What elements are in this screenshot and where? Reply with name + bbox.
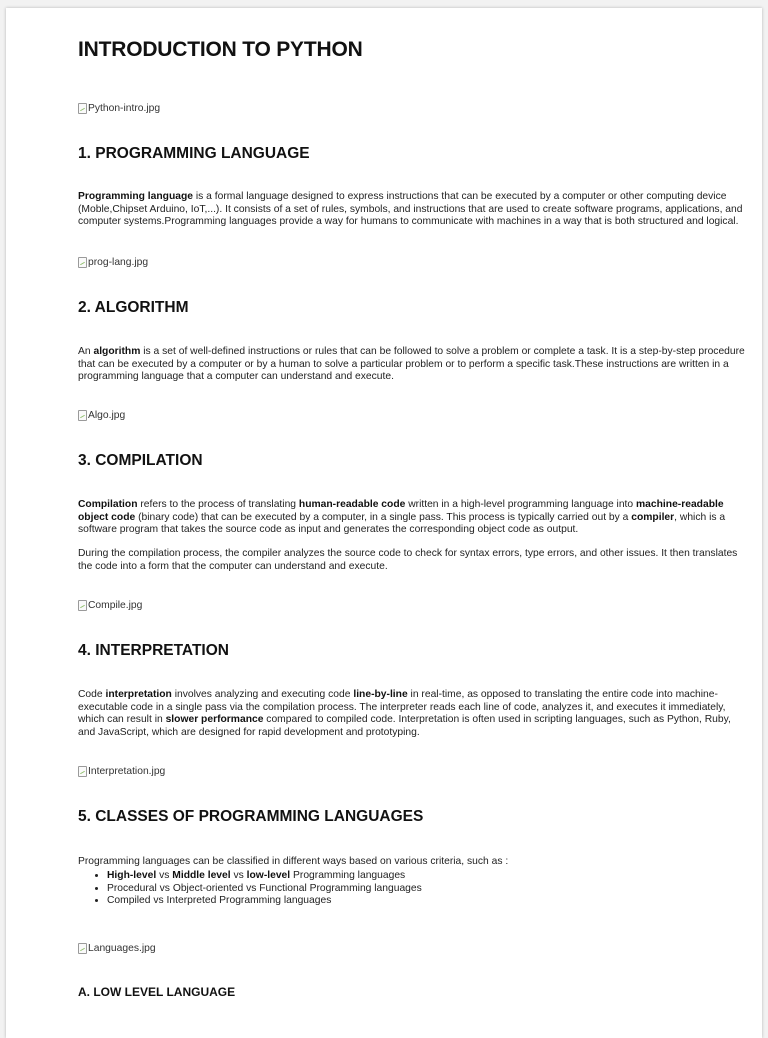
section-heading-compilation: 3. COMPILATION: [78, 452, 203, 469]
bold-term: algorithm: [93, 346, 141, 357]
page-title: INTRODUCTION TO PYTHON: [78, 38, 363, 61]
list-text: Programming languages: [290, 870, 406, 881]
classification-list: [78, 870, 422, 908]
bold-term: Compilation: [78, 499, 138, 510]
image-python-intro: [78, 103, 160, 114]
broken-image-icon: [78, 766, 87, 777]
image-compile: [78, 600, 142, 611]
paragraph-text: involves analyzing and executing code: [171, 689, 354, 700]
bold-term: human-readable code: [298, 499, 406, 510]
paragraph-programming-language: [78, 191, 750, 229]
bold-term: slower performance: [165, 714, 264, 726]
broken-image-icon: [78, 600, 87, 611]
paragraph-text: compared to compiled code. Interpretation is often used in scripting languages, such as Python, Ruby, and JavaScript, which are designed for rapid development and prototyping.: [78, 714, 731, 739]
image-alt-text: prog-lang.jpg: [88, 257, 149, 268]
broken-image-icon: [78, 257, 87, 268]
image-prog-lang: [78, 257, 148, 268]
paragraph-compilation: [78, 499, 750, 537]
image-interpretation: [78, 766, 165, 777]
broken-image-icon: [78, 943, 87, 954]
bold-term: interpretation: [105, 689, 172, 700]
bold-term: Middle level: [172, 870, 231, 881]
image-alt-text: Algo.jpg: [88, 410, 126, 421]
bold-term: compiler: [631, 511, 675, 523]
paragraph-classes-intro: Programming languages can be classified in different ways based on various criteria, such as :: [78, 856, 509, 867]
list-item: • Compiled vs Interpreted Programming languages: [107, 895, 422, 908]
list-item: [107, 870, 422, 883]
bold-term: Programming language: [78, 191, 194, 202]
paragraph-text: An: [78, 346, 94, 357]
paragraph-compilation-process: During the compilation process, the compiler analyzes the source code to check for syntax errors, type errors, and other issues. It then translates the code into a form that the computer can understand and execute.: [78, 548, 738, 572]
paragraph-text: , which is a software program that takes the source code as input and generates the corresponding object code as output.: [78, 511, 726, 536]
bold-term: High-level: [107, 870, 157, 881]
section-heading-classes: 5. CLASSES OF PROGRAMMING LANGUAGES: [78, 808, 424, 825]
image-alt-text: Interpretation.jpg: [88, 766, 166, 777]
paragraph-text: in real-time, as opposed to translating the entire code into machine-executable code in a single pass via the compilation process. The interpreter reads each line of code, analyzes it, and executes it immediately, which can result in: [78, 689, 726, 726]
paragraph-interpretation: [78, 689, 750, 740]
broken-image-icon: [78, 410, 87, 421]
paragraph-text: written in a high-level programming language into: [405, 499, 637, 510]
list-text: vs: [156, 870, 173, 881]
list-item: • Procedural vs Object-oriented vs Functional Programming languages: [107, 883, 422, 896]
section-heading-algorithm: 2. ALGORITHM: [78, 299, 189, 316]
paragraph-text: Code: [78, 689, 106, 700]
broken-image-icon: [78, 103, 87, 114]
bold-term: machine-readable object code: [78, 499, 724, 523]
bold-term: line-by-line: [353, 689, 408, 700]
image-alt-text: Compile.jpg: [88, 600, 143, 611]
image-languages: [78, 943, 156, 954]
paragraph-text: refers to the process of translating: [137, 499, 299, 510]
list-text: vs: [230, 870, 247, 881]
document-page: [6, 8, 762, 1038]
image-alt-text: Languages.jpg: [88, 943, 156, 954]
paragraph-text: (binary code) that can be executed by a computer, in a single pass. This process is typically carried out by a: [135, 511, 632, 523]
paragraph-text: is a formal language designed to express instructions that can be executed by a computer or other computing device (Moble,Chipset Arduino, IoT,...). It consists of a set of rules, symbols, and instructions that are used to create software programs, applications, and computer systems.Programming languages provide a way for humans to communicate with machines in a way that is both structured and logical.: [78, 191, 743, 228]
bold-term: low-level: [246, 870, 291, 881]
image-alt-text: Python-intro.jpg: [88, 103, 161, 114]
paragraph-text: is a set of well-defined instructions or rules that can be followed to solve a problem or complete a task. It is a step-by-step procedure that can be executed by a computer or by a human to solve a particular problem or to perform a specific task.These instructions are written in a programming language that a computer can understand and execute.: [78, 346, 745, 383]
section-heading-interpretation: 4. INTERPRETATION: [78, 642, 229, 659]
section-heading-programming-language: 1. PROGRAMMING LANGUAGE: [78, 145, 310, 162]
paragraph-algorithm: [78, 346, 750, 384]
subsection-heading-low-level-language: A. LOW LEVEL LANGUAGE: [78, 985, 236, 999]
image-algo: [78, 410, 125, 421]
